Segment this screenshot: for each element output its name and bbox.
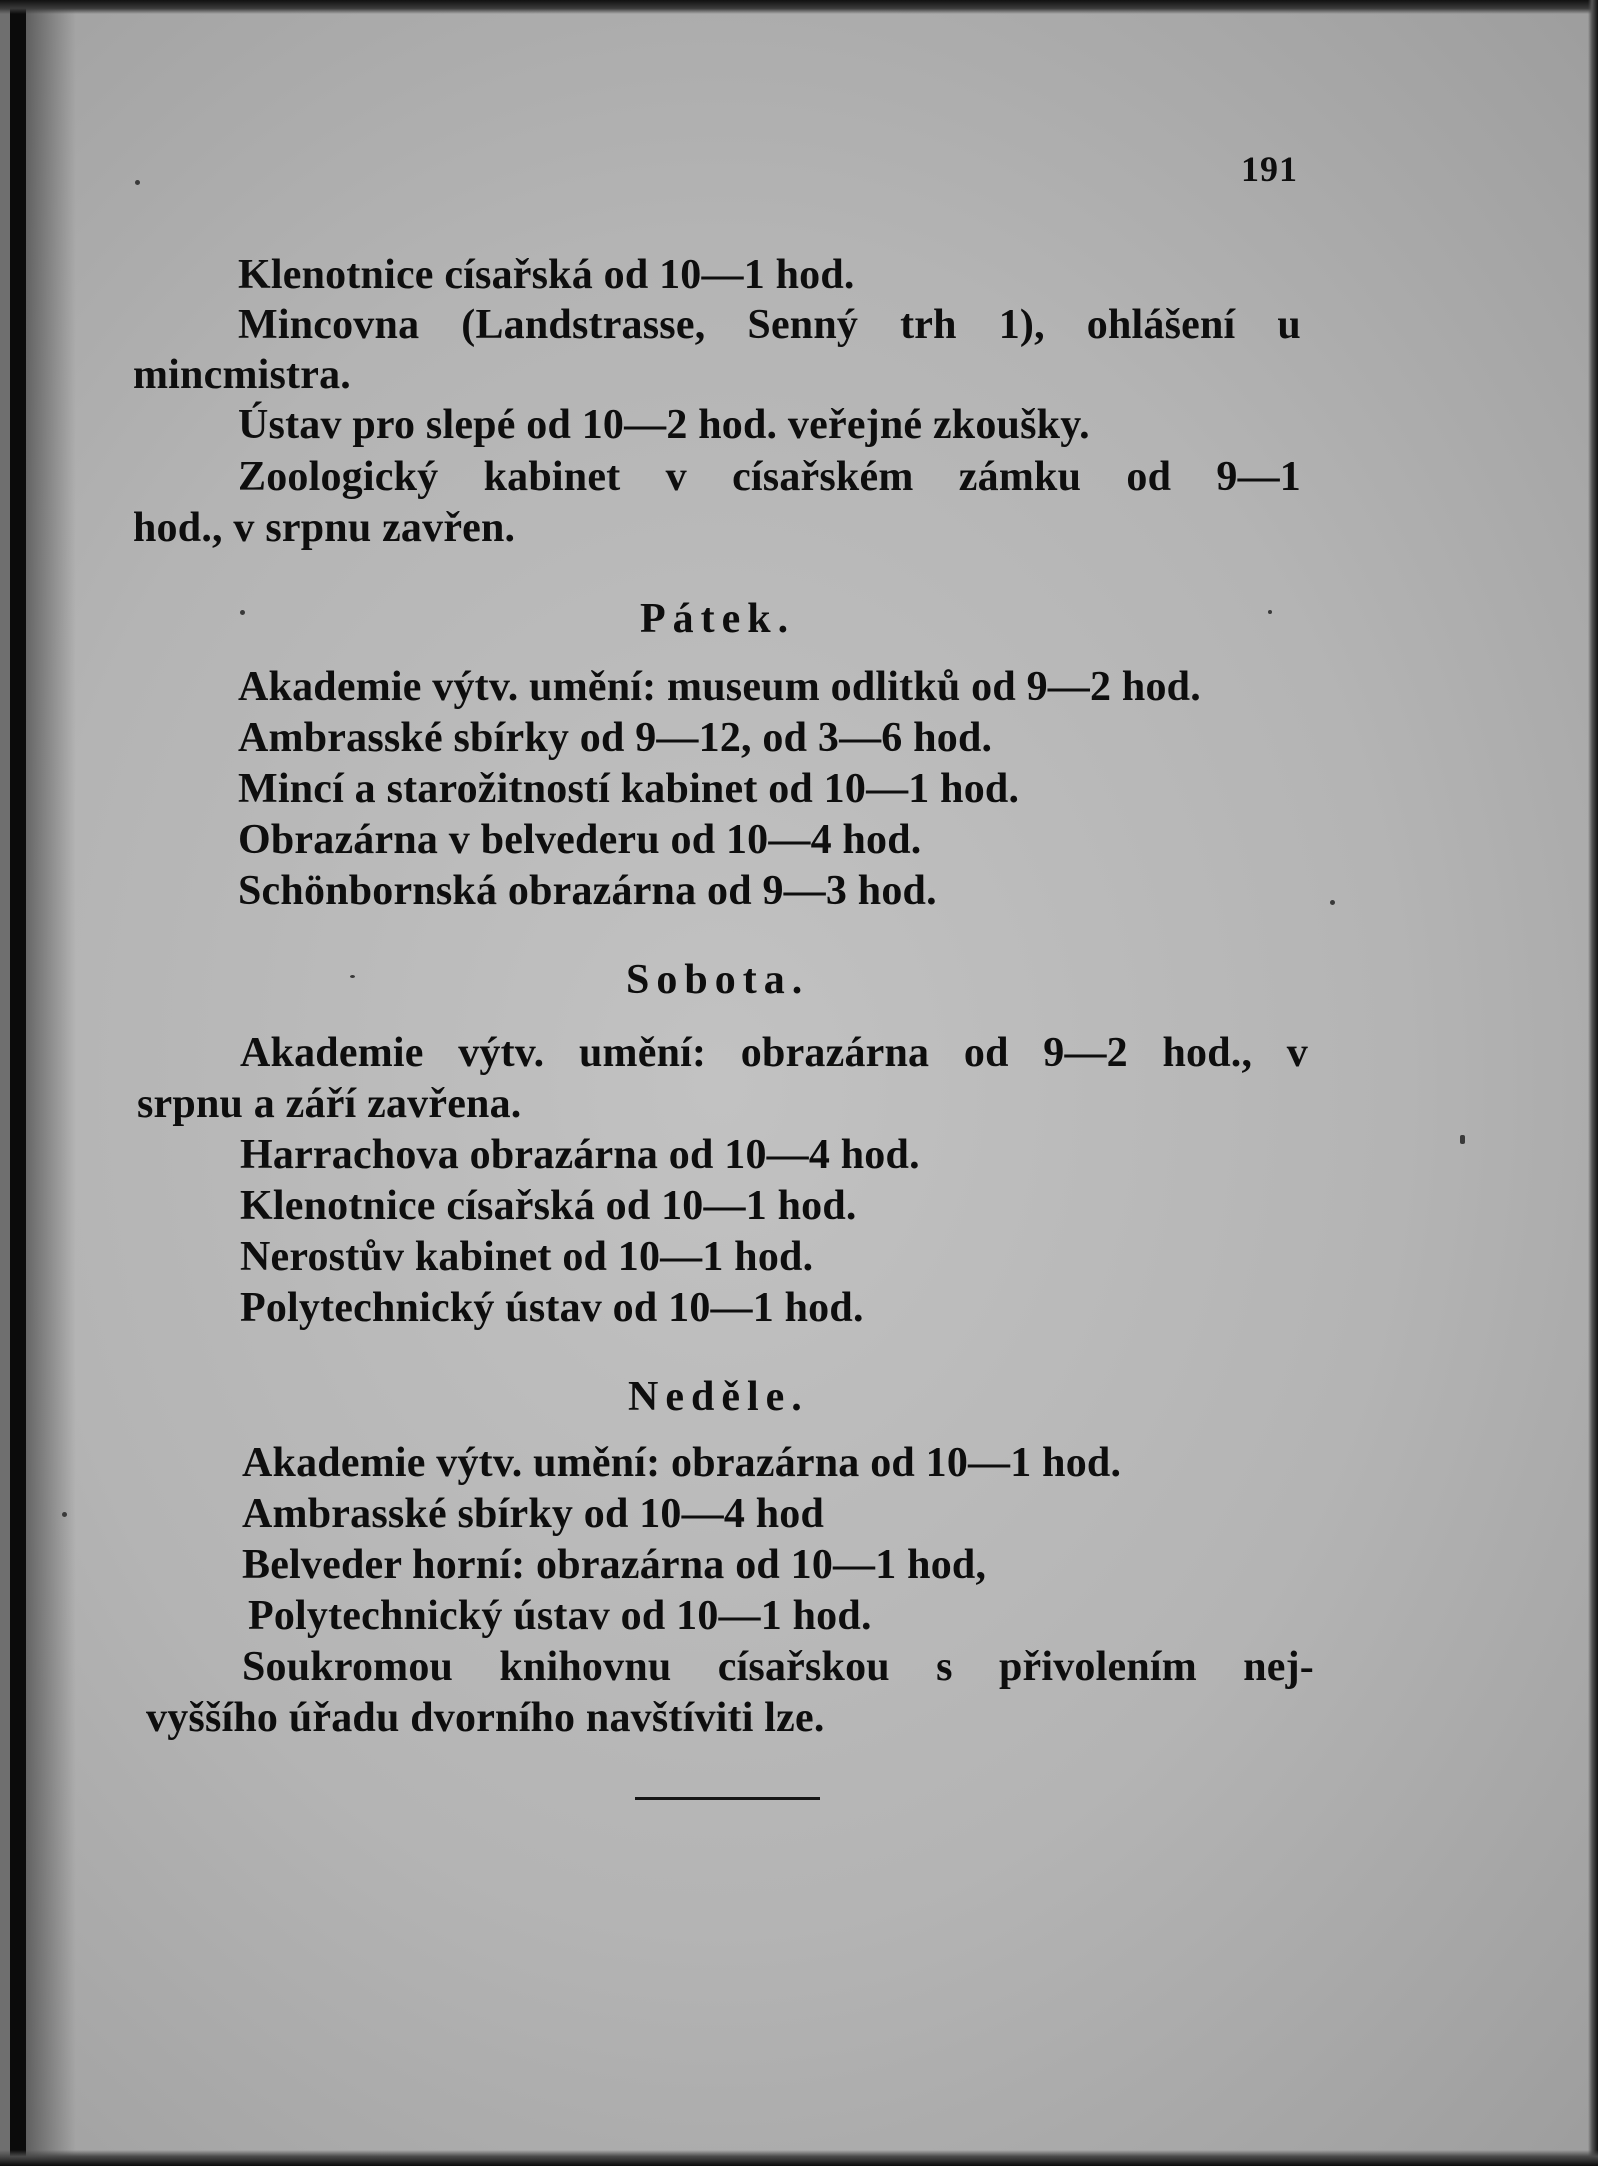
entry-line: vyššího úřadu dvorního navštíviti lze. bbox=[146, 1695, 825, 1741]
book-spine bbox=[10, 0, 26, 2166]
scan-speck bbox=[1268, 610, 1272, 614]
heading-sunday: Neděle. bbox=[628, 1374, 809, 1420]
entry-line: Akademie výtv. umění: obrazárna od 9—2 hod., v bbox=[240, 1030, 1308, 1076]
scan-speck bbox=[1460, 1135, 1465, 1144]
entry-line: Soukromou knihovnu císařskou s přivolením nej- bbox=[242, 1644, 1314, 1690]
closing-rule bbox=[635, 1797, 820, 1800]
entry-line: Mincí a starožitností kabinet od 10—1 hod. bbox=[238, 766, 1020, 812]
entry-line: Zoologický kabinet v císařském zámku od 9—1 bbox=[238, 454, 1301, 500]
scan-speck bbox=[62, 1512, 67, 1517]
entry-line: Akademie výtv. umění: museum odlitků od 9—2 hod. bbox=[238, 664, 1201, 710]
entry-line: Schönbornská obrazárna od 9—3 hod. bbox=[238, 868, 937, 914]
entry-line: srpnu a září zavřena. bbox=[137, 1081, 522, 1127]
entry-line: Klenotnice císařská od 10—1 hod. bbox=[238, 252, 855, 298]
entry-line: Harrachova obrazárna od 10—4 hod. bbox=[240, 1132, 920, 1178]
entry-line: hod., v srpnu zavřen. bbox=[133, 505, 516, 551]
entry-line: Ambrasské sbírky od 9—12, od 3—6 hod. bbox=[238, 715, 993, 761]
page-number: 191 bbox=[1241, 149, 1298, 189]
scan-speck bbox=[135, 180, 140, 185]
entry-line: mincmistra. bbox=[133, 352, 351, 398]
page-edge-right bbox=[1588, 0, 1598, 2166]
page-edge-bottom bbox=[0, 2150, 1598, 2166]
entry-line: Mincovna (Landstrasse, Senný trh 1), ohlášení u bbox=[238, 302, 1301, 348]
heading-friday: Pátek. bbox=[640, 596, 796, 642]
scan-speck bbox=[240, 610, 245, 615]
entry-line: Belveder horní: obrazárna od 10—1 hod, bbox=[242, 1542, 987, 1588]
entry-line: Polytechnický ústav od 10—1 hod. bbox=[240, 1285, 864, 1331]
page-edge-left bbox=[0, 0, 10, 2166]
spine-shadow bbox=[26, 0, 76, 2166]
entry-line: Nerostův kabinet od 10—1 hod. bbox=[240, 1234, 814, 1280]
entry-line: Polytechnický ústav od 10—1 hod. bbox=[248, 1593, 872, 1639]
entry-line: Klenotnice císařská od 10—1 hod. bbox=[240, 1183, 857, 1229]
entry-line: Akademie výtv. umění: obrazárna od 10—1 hod. bbox=[242, 1440, 1122, 1486]
heading-saturday: Sobota. bbox=[626, 957, 810, 1003]
entry-line: Obrazárna v belvederu od 10—4 hod. bbox=[238, 817, 922, 863]
entry-line: Ambrasské sbírky od 10—4 hod bbox=[242, 1491, 825, 1537]
entry-line: Ústav pro slepé od 10—2 hod. veřejné zkoušky. bbox=[238, 402, 1090, 448]
scan-speck bbox=[1330, 900, 1335, 905]
scan-speck bbox=[350, 975, 355, 978]
page-edge-top bbox=[0, 0, 1598, 14]
